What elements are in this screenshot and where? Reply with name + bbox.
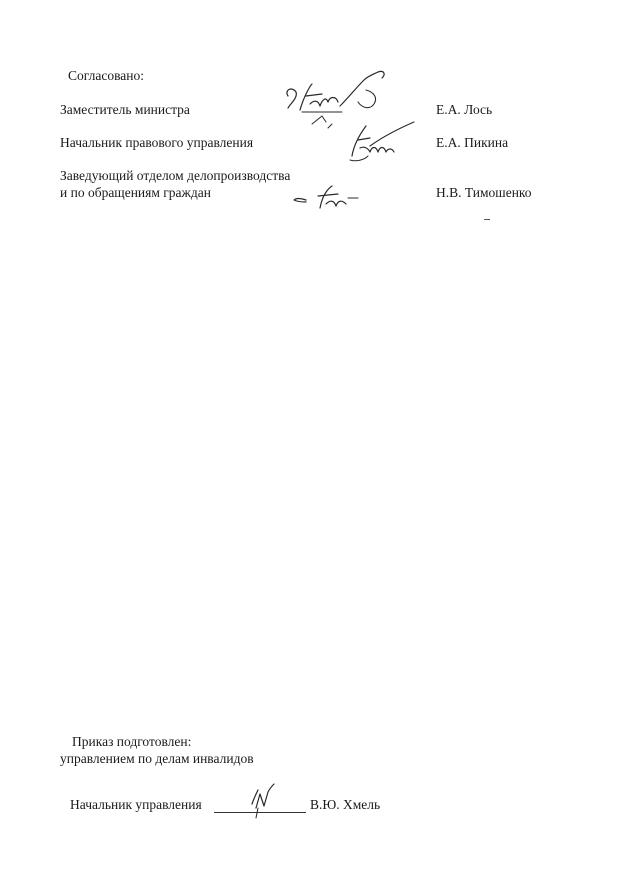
- approval-name-deputy-minister: Е.А. Лось: [436, 102, 493, 117]
- department-head-name: В.Ю. Хмель: [310, 797, 381, 812]
- department-head-label: Начальник управления: [70, 797, 202, 812]
- approval-heading: Согласовано:: [68, 68, 144, 83]
- approval-position-deputy-minister: Заместитель министра: [60, 102, 190, 117]
- signature-legal-head: [340, 116, 420, 170]
- signature-records-head: [290, 178, 370, 214]
- prepared-by-line1: Приказ подготовлен:: [72, 734, 192, 749]
- approval-position-legal-head: Начальник правового управления: [60, 135, 254, 150]
- prepared-by-line2: управлением по делам инвалидов: [60, 751, 254, 766]
- stray-mark: [484, 219, 490, 220]
- approval-name-legal-head: Е.А. Пикина: [436, 135, 509, 150]
- approval-position-records-head-line1: Заведующий отделом делопроизводства: [60, 168, 291, 183]
- approval-name-records-head: Н.В. Тимошенко: [436, 185, 532, 200]
- signature-department-head: [244, 778, 284, 820]
- approval-position-records-head-line2: и по обращениям граждан: [60, 185, 211, 200]
